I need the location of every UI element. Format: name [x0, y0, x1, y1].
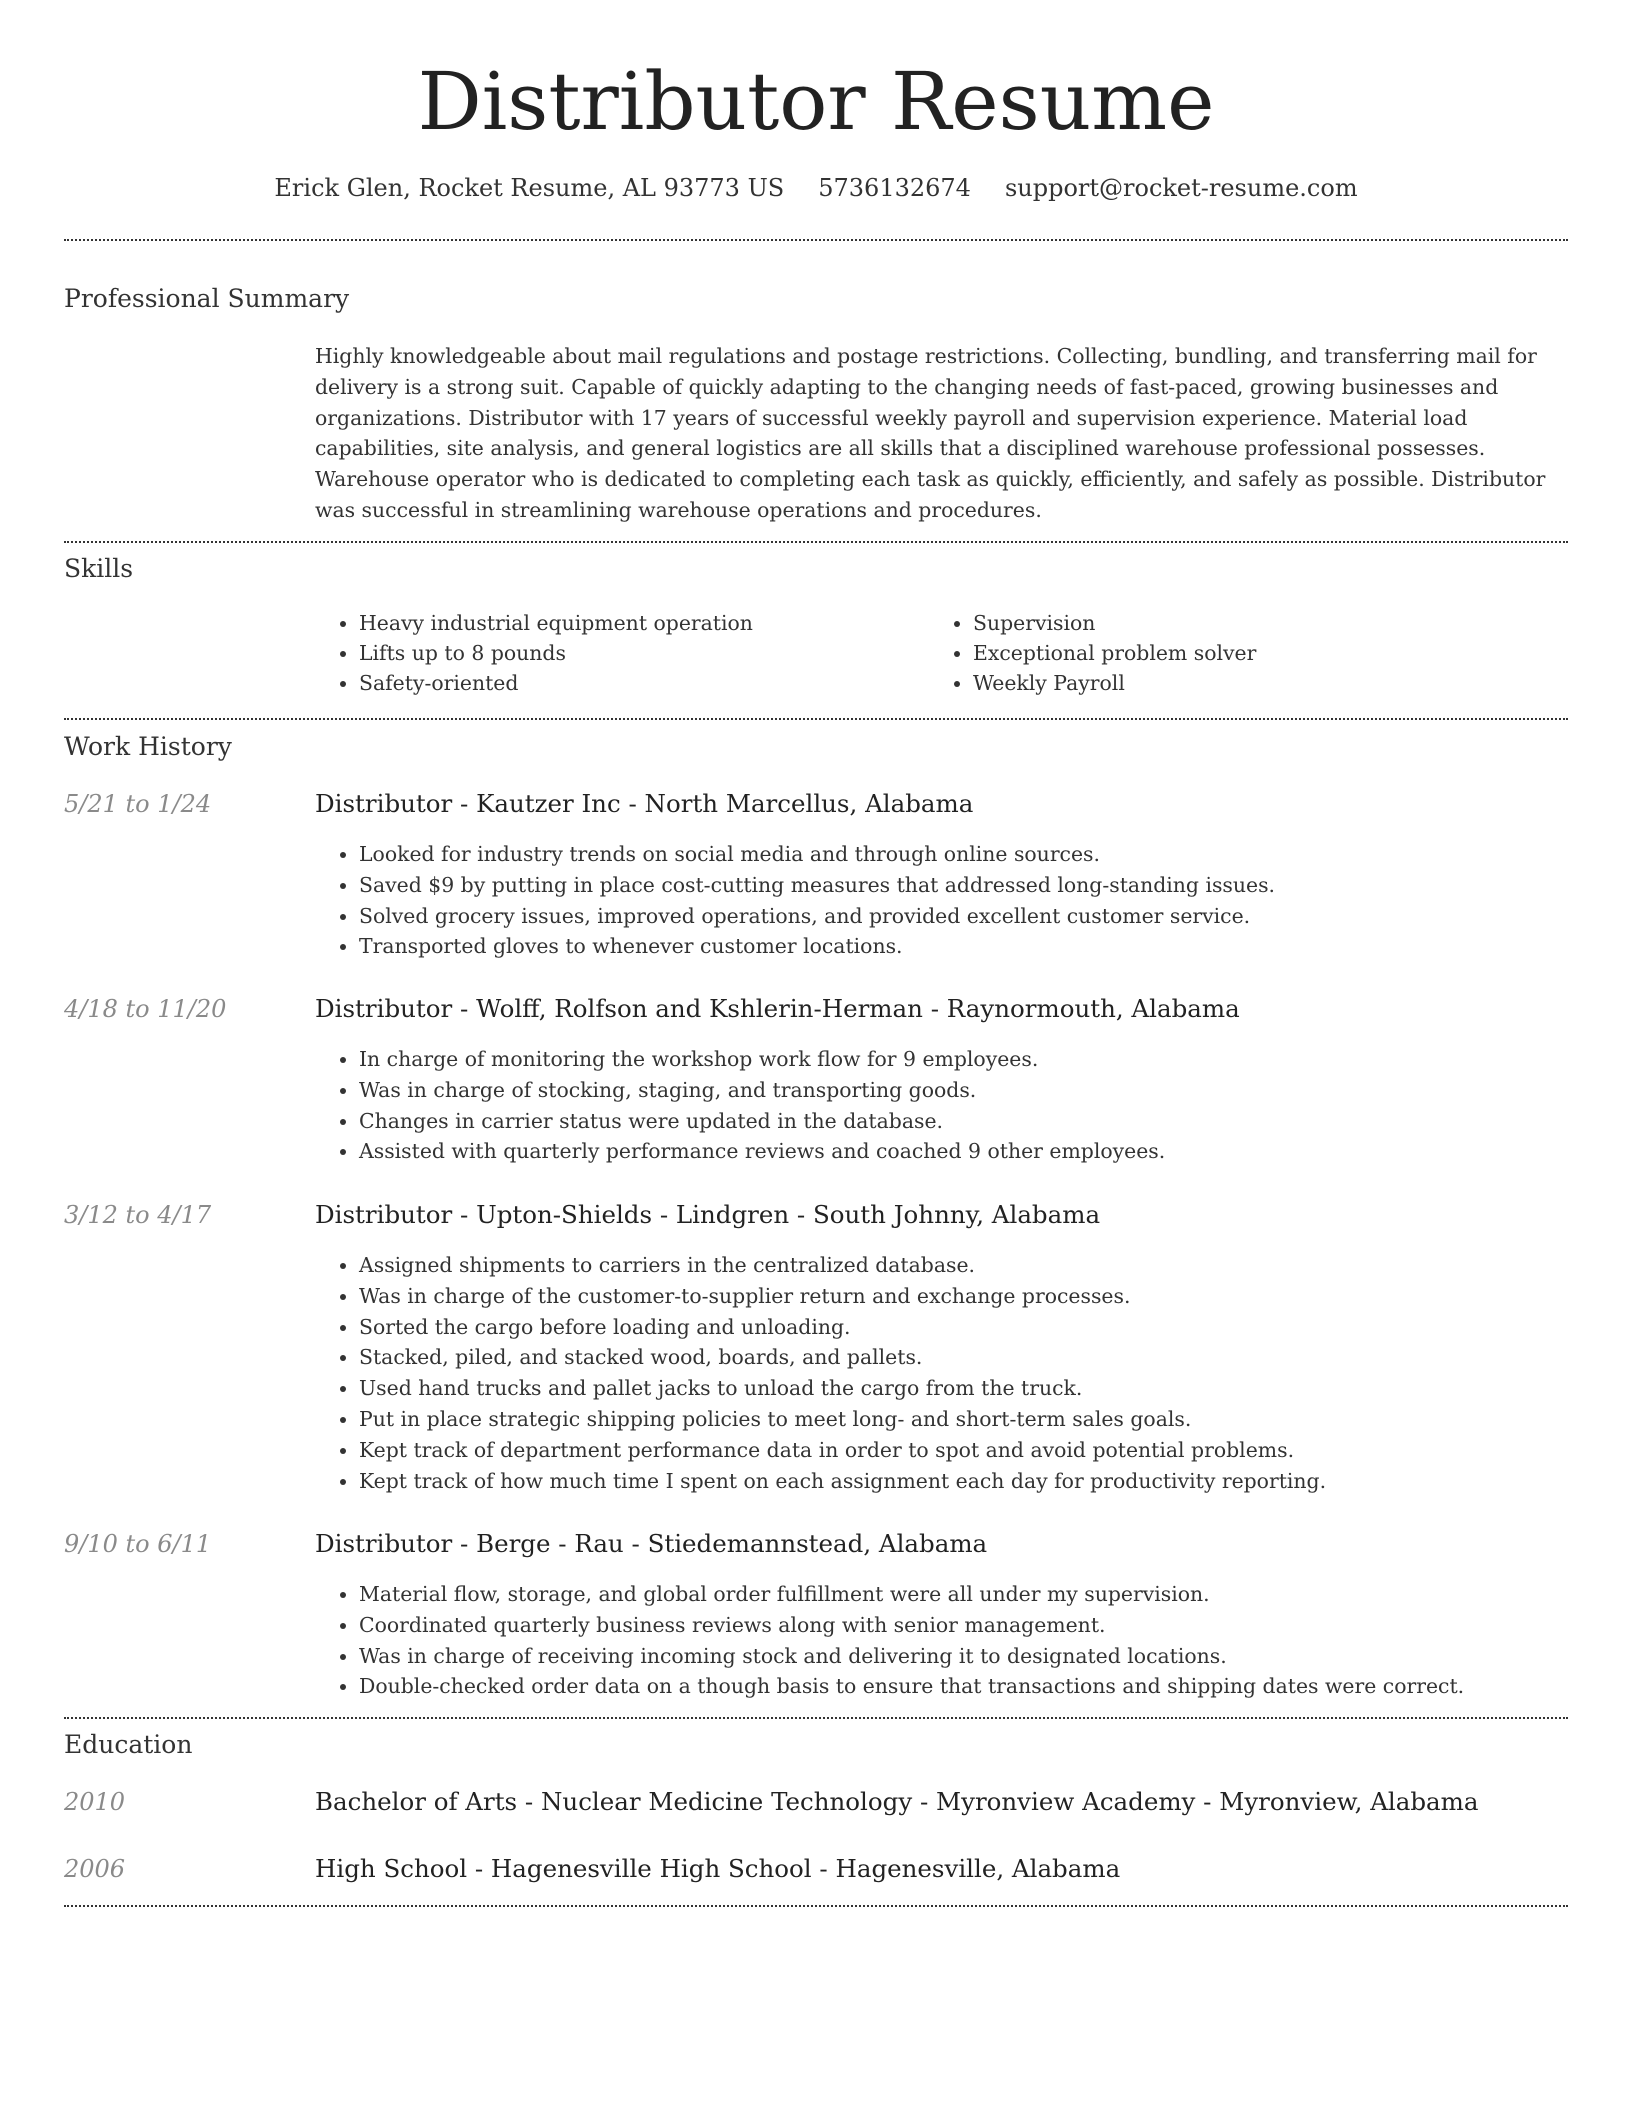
job-dates: 4/18 to 11/20	[64, 995, 227, 1023]
job-dates: 9/10 to 6/11	[64, 1530, 212, 1558]
job-dates: 5/21 to 1/24	[64, 790, 212, 818]
skill-item: • Exceptional problem solver	[973, 638, 1533, 668]
education-year: 2006	[64, 1855, 126, 1883]
skill-item: • Lifts up to 8 pounds	[359, 638, 919, 668]
skill-item: • Safety-oriented	[359, 668, 919, 698]
job-bullet: • Put in place strategic shipping policies to meet long- and short-term sales goals.	[359, 1404, 1579, 1435]
job-bullet: • Transported gloves to whenever customer locations.	[359, 931, 1579, 962]
divider	[64, 718, 1568, 720]
resume-title: Distributor Resume	[417, 55, 1215, 148]
job-bullet: • Sorted the cargo before loading and unloading.	[359, 1312, 1579, 1343]
job-bullet: • Coordinated quarterly business reviews along with senior management.	[359, 1610, 1579, 1641]
job-bullet: • Saved $9 by putting in place cost-cutting measures that addressed long-standing issues.	[359, 870, 1579, 901]
job-title: Distributor - Kautzer Inc - North Marcellus, Alabama	[315, 789, 974, 818]
skill-item: • Heavy industrial equipment operation	[359, 608, 919, 638]
job-bullets	[315, 1044, 1579, 1167]
divider	[64, 541, 1568, 543]
job-bullet: • Used hand trucks and pallet jacks to unload the cargo from the truck.	[359, 1373, 1579, 1404]
job-dates: 3/12 to 4/17	[64, 1201, 212, 1229]
education-year: 2010	[64, 1788, 126, 1816]
work-heading: Work History	[64, 732, 232, 761]
contact-line	[0, 170, 1632, 206]
job-title: Distributor - Wolff, Rolfson and Kshlerin-Herman - Raynormouth, Alabama	[315, 994, 1240, 1023]
education-heading: Education	[64, 1730, 193, 1759]
summary-heading: Professional Summary	[64, 284, 350, 313]
job-bullet: • In charge of monitoring the workshop work flow for 9 employees.	[359, 1044, 1579, 1075]
skill-item: • Supervision	[973, 608, 1533, 638]
job-title: Distributor - Berge - Rau - Stiedemannstead, Alabama	[315, 1529, 988, 1558]
job-bullet: • Assisted with quarterly performance reviews and coached 9 other employees.	[359, 1136, 1579, 1167]
job-bullet: • Stacked, piled, and stacked wood, boards, and pallets.	[359, 1342, 1579, 1373]
job-bullet: • Kept track of department performance data in order to spot and avoid potential problems.	[359, 1435, 1579, 1466]
education-title: Bachelor of Arts - Nuclear Medicine Technology - Myronview Academy - Myronview, Alabama	[315, 1787, 1479, 1816]
job-bullet: • Solved grocery issues, improved operations, and provided excellent customer service.	[359, 901, 1579, 932]
divider	[64, 1717, 1568, 1719]
job-title: Distributor - Upton-Shields - Lindgren - South Johnny, Alabama	[315, 1200, 1101, 1229]
job-bullet: • Looked for industry trends on social media and through online sources.	[359, 839, 1579, 870]
job-bullets	[315, 1250, 1579, 1496]
job-bullet: • Kept track of how much time I spent on each assignment each day for productivity reporting.	[359, 1466, 1579, 1497]
contact-email: support@rocket-resume.com	[1004, 174, 1358, 202]
job-bullet: • Assigned shipments to carriers in the centralized database.	[359, 1250, 1579, 1281]
divider	[64, 239, 1568, 241]
skill-item: • Weekly Payroll	[973, 668, 1533, 698]
job-bullet: • Was in charge of receiving incoming stock and delivering it to designated locations.	[359, 1641, 1579, 1672]
job-bullet: • Double-checked order data on a though basis to ensure that transactions and shipping dates were correct.	[359, 1671, 1579, 1702]
job-bullet: • Changes in carrier status were updated in the database.	[359, 1106, 1579, 1137]
skills-list-right	[929, 608, 1533, 698]
skills-list-left	[315, 608, 919, 698]
job-bullet: • Was in charge of the customer-to-supplier return and exchange processes.	[359, 1281, 1579, 1312]
job-bullet: • Was in charge of stocking, staging, and transporting goods.	[359, 1075, 1579, 1106]
summary-text: Highly knowledgeable about mail regulations and postage restrictions. Collecting, bundling, and transferring mail for delivery is a strong suit. Capable of quickly adapting to the changing needs of fast-paced, growing businesses and organizations. Distributor with 17 years of successful weekly payroll and supervision experience. Material load capabilities, site analysis, and general logistics are all skills that a disciplined warehouse professional possesses. Warehouse operator who is dedicated to completing each task as quickly, efficiently, and safely as possible. Distributor was successful in streamlining warehouse operations and procedures.	[315, 344, 1546, 522]
education-title: High School - Hagenesville High School - Hagenesville, Alabama	[315, 1854, 1121, 1883]
skills-heading: Skills	[64, 554, 134, 583]
divider	[64, 1905, 1568, 1907]
contact-phone: 5736132674	[818, 174, 971, 202]
job-bullets	[315, 839, 1579, 962]
job-bullet: • Material flow, storage, and global order fulfillment were all under my supervision.	[359, 1579, 1579, 1610]
job-bullets	[315, 1579, 1579, 1702]
contact-address: Erick Glen, Rocket Resume, AL 93773 US	[274, 174, 785, 202]
